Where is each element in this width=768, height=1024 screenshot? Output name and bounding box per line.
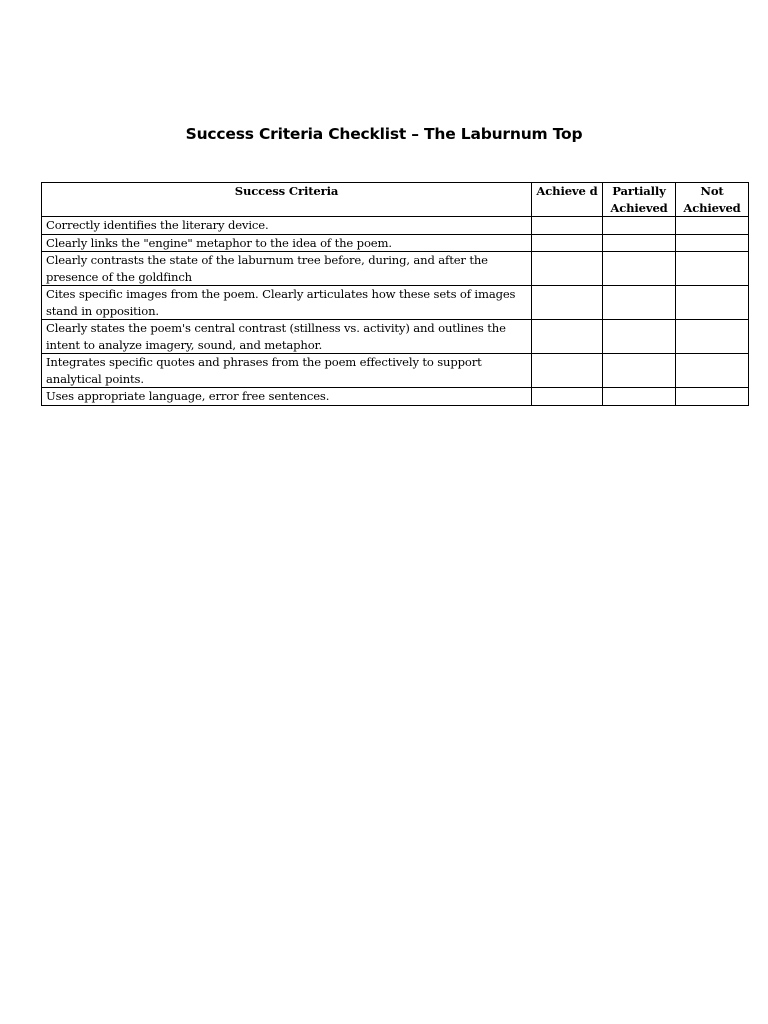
criterion-text: Clearly contrasts the state of the laburnum tree before, during, and after the presence of the goldfinch bbox=[42, 252, 532, 286]
not-achieved-cell[interactable] bbox=[676, 234, 749, 252]
achieved-cell[interactable] bbox=[532, 354, 603, 388]
partially-achieved-cell[interactable] bbox=[603, 320, 676, 354]
achieved-cell[interactable] bbox=[532, 286, 603, 320]
table-row bbox=[42, 217, 749, 235]
document-title: Success Criteria Checklist – The Laburnum Top bbox=[185, 125, 583, 143]
not-achieved-cell[interactable] bbox=[676, 388, 749, 406]
criterion-text: Integrates specific quotes and phrases from the poem effectively to support analytical points. bbox=[42, 354, 532, 388]
table-header-row bbox=[42, 183, 749, 217]
partially-achieved-cell[interactable] bbox=[603, 217, 676, 235]
table-row bbox=[42, 388, 749, 406]
criterion-text: Clearly links the "engine" metaphor to the idea of the poem. bbox=[42, 234, 532, 252]
criterion-text: Uses appropriate language, error free sentences. bbox=[42, 388, 532, 406]
not-achieved-cell[interactable] bbox=[676, 320, 749, 354]
not-achieved-cell[interactable] bbox=[676, 286, 749, 320]
table-row bbox=[42, 234, 749, 252]
achieved-cell[interactable] bbox=[532, 217, 603, 235]
table-row bbox=[42, 320, 749, 354]
criterion-text: Cites specific images from the poem. Clearly articulates how these sets of images stand in opposition. bbox=[42, 286, 532, 320]
partially-achieved-cell[interactable] bbox=[603, 234, 676, 252]
not-achieved-cell[interactable] bbox=[676, 252, 749, 286]
not-achieved-cell[interactable] bbox=[676, 354, 749, 388]
table-row bbox=[42, 286, 749, 320]
achieved-cell[interactable] bbox=[532, 388, 603, 406]
header-achieved: Achieve d bbox=[532, 183, 603, 217]
partially-achieved-cell[interactable] bbox=[603, 354, 676, 388]
partially-achieved-cell[interactable] bbox=[603, 286, 676, 320]
table-row bbox=[42, 354, 749, 388]
criterion-text: Clearly states the poem's central contrast (stillness vs. activity) and outlines the intent to analyze imagery, sound, and metaphor. bbox=[42, 320, 532, 354]
success-criteria-table bbox=[41, 182, 749, 406]
table-row bbox=[42, 252, 749, 286]
achieved-cell[interactable] bbox=[532, 234, 603, 252]
header-partially-achieved: Partially Achieved bbox=[603, 183, 676, 217]
header-not-achieved: Not Achieved bbox=[676, 183, 749, 217]
header-success-criteria: Success Criteria bbox=[42, 183, 532, 217]
criterion-text: Correctly identifies the literary device. bbox=[42, 217, 532, 235]
partially-achieved-cell[interactable] bbox=[603, 252, 676, 286]
partially-achieved-cell[interactable] bbox=[603, 388, 676, 406]
achieved-cell[interactable] bbox=[532, 252, 603, 286]
not-achieved-cell[interactable] bbox=[676, 217, 749, 235]
achieved-cell[interactable] bbox=[532, 320, 603, 354]
